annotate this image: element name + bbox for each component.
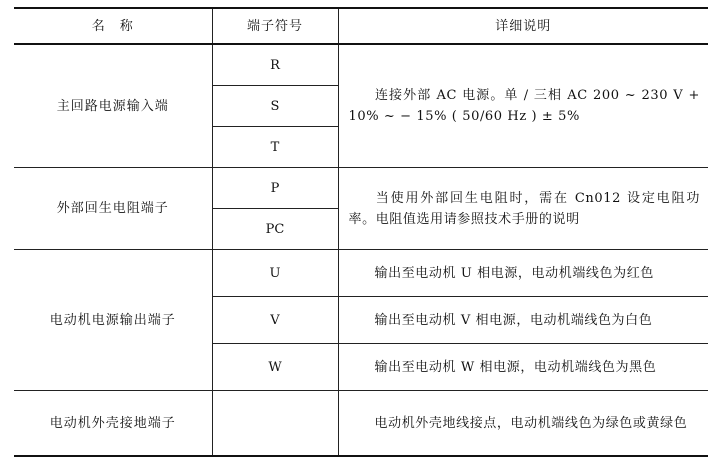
- terminal-symbol: V: [212, 297, 338, 344]
- terminal-name: 外部回生电阻端子: [14, 168, 212, 250]
- terminal-description: [338, 44, 708, 168]
- table-row: [14, 250, 708, 297]
- table-row: [14, 44, 708, 86]
- header-symbol: 端子符号: [212, 8, 338, 44]
- terminal-description: [338, 297, 708, 344]
- terminal-symbol: S: [212, 86, 338, 127]
- terminal-description: [338, 250, 708, 297]
- header-name: 名 称: [14, 8, 212, 44]
- table-row: [14, 168, 708, 209]
- terminal-description-text: 输出至电动机 V 相电源，电动机端线色为白色: [374, 312, 653, 328]
- terminal-name: 主回路电源输入端: [14, 44, 212, 168]
- terminal-description-text: 输出至电动机 W 相电源，电动机端线色为黑色: [374, 359, 657, 375]
- header-row: [14, 8, 708, 44]
- terminal-symbol: PC: [212, 209, 338, 250]
- terminal-name: 电动机电源输出端子: [14, 250, 212, 391]
- terminal-description-text: 电动机外壳地线接点，电动机端线色为绿色或黄绿色: [374, 415, 688, 431]
- terminal-table: [14, 7, 708, 457]
- terminal-symbol: T: [212, 127, 338, 168]
- terminal-description: [338, 391, 708, 457]
- terminal-description-text: 当使用外部回生电阻时，需在 Cn012 设定电阻功率。电阻值选用请参照技术手册的说明: [348, 190, 700, 227]
- terminal-description: [338, 168, 708, 250]
- terminal-symbol: [212, 391, 338, 457]
- terminal-symbol: U: [212, 250, 338, 297]
- terminal-description-text: 连接外部 AC 电源。单 / 三相 AC 200 ~ 230 V + 10% ~ − 15% ( 50/60 Hz ) ± 5%: [348, 88, 700, 124]
- terminal-name: 电动机外壳接地端子: [14, 391, 212, 457]
- header-description: 详细说明: [338, 8, 708, 44]
- terminal-description-text: 输出至电动机 U 相电源，电动机端线色为红色: [374, 265, 654, 281]
- table-row: [14, 391, 708, 457]
- terminal-description: [338, 344, 708, 391]
- terminal-symbol: P: [212, 168, 338, 209]
- terminal-symbol: W: [212, 344, 338, 391]
- terminal-symbol: R: [212, 44, 338, 86]
